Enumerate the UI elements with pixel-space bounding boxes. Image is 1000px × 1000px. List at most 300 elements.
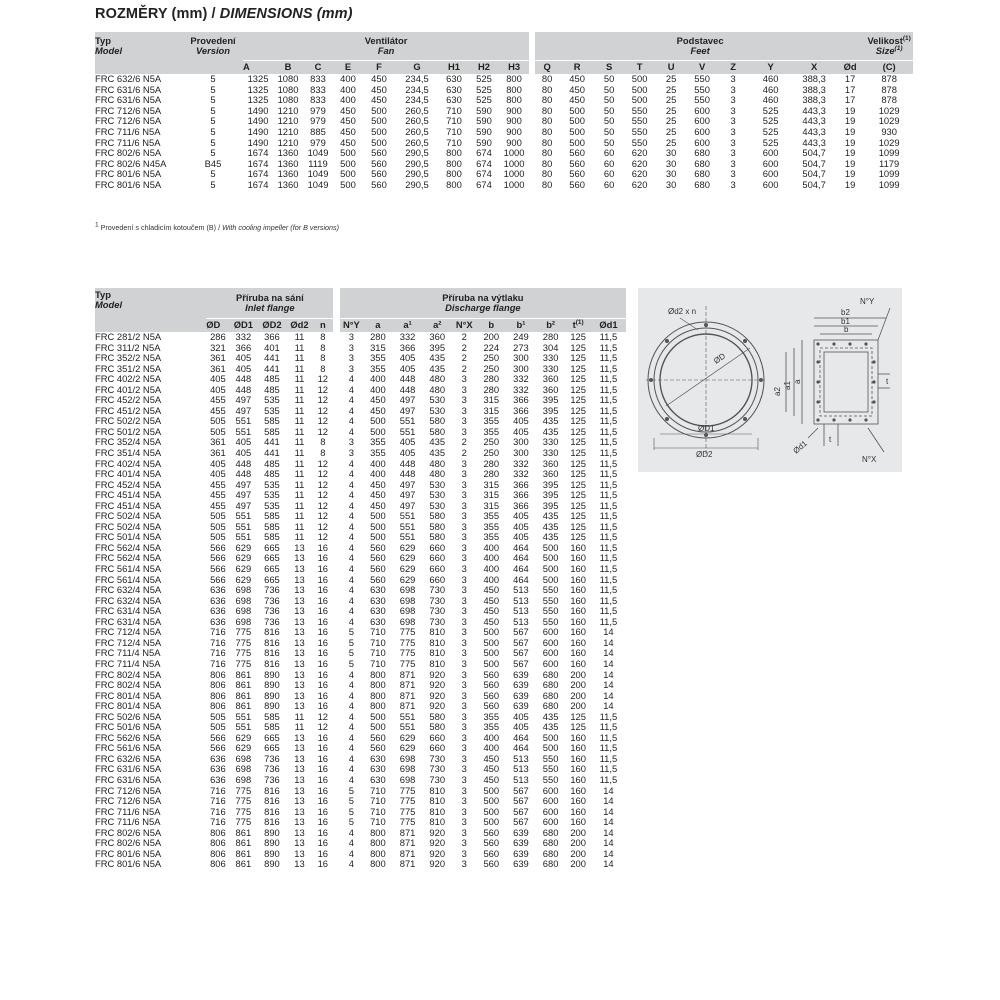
- value-cell: 4: [348, 564, 355, 575]
- value-cell: 304: [542, 342, 559, 353]
- value-cell: 200: [570, 690, 586, 701]
- table-row: [95, 374, 626, 385]
- value-cell: 560: [370, 542, 386, 553]
- value-cell: 125: [570, 479, 586, 490]
- value-cell: 14: [603, 690, 614, 701]
- value-cell: 3: [461, 616, 467, 627]
- value-cell: 861: [235, 701, 252, 712]
- value-cell: 332: [513, 458, 529, 469]
- value-cell: 566: [210, 743, 226, 754]
- flange-diagram: [638, 288, 902, 472]
- value-cell: 567: [513, 796, 529, 807]
- value-cell: 629: [399, 553, 416, 564]
- value-cell: 332: [399, 332, 416, 342]
- value-cell: 25: [665, 137, 677, 148]
- value-cell: 2: [461, 437, 467, 448]
- value-cell: 3: [730, 137, 736, 148]
- table-row: [95, 448, 626, 459]
- value-cell: 660: [429, 553, 446, 564]
- value-cell: 300: [513, 353, 529, 364]
- value-cell: 4: [348, 405, 355, 416]
- value-cell: 315: [483, 490, 500, 501]
- value-cell: 16: [317, 817, 329, 828]
- value-cell: 497: [399, 479, 416, 490]
- value-cell: 361: [210, 448, 226, 459]
- value-cell: 800: [446, 179, 462, 190]
- value-cell: 629: [235, 564, 252, 575]
- value-cell: 551: [399, 416, 416, 427]
- model-cell: FRC 712/6 N5A: [95, 785, 162, 796]
- value-cell: 3: [461, 384, 467, 395]
- value-cell: 550: [631, 137, 648, 148]
- value-cell: 14: [603, 817, 614, 828]
- value-cell: 710: [370, 785, 386, 796]
- table-row: [95, 543, 626, 554]
- label-b: b: [844, 325, 849, 334]
- value-cell: 125: [570, 405, 586, 416]
- value-cell: 14: [603, 827, 614, 838]
- value-cell: 12: [317, 722, 329, 733]
- value-cell: 3: [461, 722, 467, 733]
- value-cell: 12: [317, 395, 329, 406]
- value-cell: 450: [483, 616, 500, 627]
- value-cell: 13: [294, 637, 305, 648]
- value-cell: 535: [264, 405, 280, 416]
- table-row: [95, 564, 626, 575]
- value-cell: 497: [235, 500, 252, 511]
- value-cell: 3: [461, 838, 467, 849]
- value-cell: 160: [570, 785, 586, 796]
- model-cell: FRC 311/2 N5A: [95, 342, 161, 353]
- value-cell: 500: [370, 532, 386, 543]
- table-row: [95, 733, 626, 744]
- value-cell: 775: [235, 785, 252, 796]
- value-cell: 250: [483, 437, 500, 448]
- value-cell: 525: [762, 137, 779, 148]
- model-cell: FRC 711/4 N5A: [95, 658, 161, 669]
- value-cell: 716: [210, 806, 226, 817]
- value-cell: 16: [317, 827, 329, 838]
- value-cell: 125: [570, 469, 586, 480]
- value-cell: 355: [483, 521, 500, 532]
- value-cell: 395: [542, 479, 559, 490]
- model-cell: FRC 401/4 N5A: [95, 469, 162, 480]
- model-cell: FRC 352/2 N5A: [95, 353, 162, 364]
- value-cell: 674: [476, 158, 492, 169]
- value-cell: 450: [483, 585, 500, 596]
- value-cell: 505: [210, 711, 226, 722]
- value-cell: 480: [429, 458, 446, 469]
- value-cell: 500: [483, 806, 500, 817]
- model-cell: FRC 712/4 N5A: [95, 637, 162, 648]
- value-cell: 3: [348, 332, 355, 342]
- value-cell: 3: [461, 405, 467, 416]
- value-cell: 560: [483, 848, 500, 859]
- value-cell: 60: [603, 179, 615, 190]
- value-cell: 550: [542, 595, 559, 606]
- value-cell: 125: [570, 532, 586, 543]
- value-cell: 500: [569, 137, 585, 148]
- value-cell: 11,5: [599, 732, 618, 743]
- value-cell: 629: [399, 743, 416, 754]
- value-cell: 1080: [277, 84, 299, 95]
- table-row: [95, 796, 626, 807]
- value-cell: 674: [476, 169, 492, 180]
- value-cell: 12: [317, 479, 329, 490]
- value-cell: 500: [483, 648, 500, 659]
- value-cell: 14: [603, 669, 614, 680]
- value-cell: 13: [294, 627, 305, 638]
- value-cell: 636: [210, 616, 226, 627]
- value-cell: 580: [429, 532, 446, 543]
- value-cell: 273: [513, 342, 529, 353]
- value-cell: 5: [348, 658, 355, 669]
- value-cell: 361: [210, 353, 226, 364]
- value-cell: 806: [210, 690, 226, 701]
- value-cell: 14: [603, 658, 614, 669]
- value-cell: 300: [513, 437, 529, 448]
- value-cell: 810: [429, 648, 446, 659]
- value-cell: 3: [461, 774, 467, 785]
- value-cell: 505: [210, 521, 226, 532]
- value-cell: 332: [513, 469, 529, 480]
- value-cell: 525: [762, 126, 779, 137]
- value-cell: 890: [264, 848, 280, 859]
- value-cell: 16: [317, 859, 329, 870]
- value-cell: 3: [461, 511, 467, 522]
- table-row: [95, 680, 626, 691]
- value-cell: 4: [348, 595, 355, 606]
- value-cell: 4: [348, 711, 355, 722]
- value-cell: 464: [513, 743, 529, 754]
- value-cell: 12: [317, 416, 329, 427]
- value-cell: 630: [370, 595, 386, 606]
- value-cell: 800: [370, 838, 386, 849]
- value-cell: 450: [340, 137, 356, 148]
- value-cell: 400: [483, 542, 500, 553]
- value-cell: 200: [570, 669, 586, 680]
- value-cell: 455: [210, 395, 226, 406]
- value-cell: 400: [340, 84, 356, 95]
- value-cell: 816: [264, 817, 280, 828]
- value-cell: 16: [317, 669, 329, 680]
- col-header: U: [656, 61, 686, 75]
- table-row: [95, 180, 913, 191]
- value-cell: 500: [483, 796, 500, 807]
- value-cell: 567: [513, 658, 529, 669]
- col-header: F: [363, 61, 395, 75]
- value-cell: 8: [320, 353, 326, 364]
- value-cell: 50: [603, 74, 615, 84]
- value-cell: 920: [429, 827, 446, 838]
- value-cell: 11,5: [599, 711, 618, 722]
- value-cell: 551: [235, 426, 252, 437]
- label-b1: b1: [841, 317, 850, 326]
- col-header: b²: [536, 319, 566, 333]
- value-cell: 11: [294, 532, 305, 543]
- value-cell: 600: [694, 116, 710, 127]
- value-cell: 290,5: [405, 148, 429, 159]
- value-cell: 200: [483, 332, 500, 342]
- value-cell: 3: [461, 680, 467, 691]
- value-cell: 806: [210, 848, 226, 859]
- value-cell: 800: [370, 680, 386, 691]
- value-cell: 11,5: [599, 416, 618, 427]
- col-header: C: [303, 61, 333, 75]
- value-cell: 13: [294, 848, 305, 859]
- value-cell: 710: [370, 658, 386, 669]
- value-cell: 19: [844, 126, 856, 137]
- model-cell: FRC 711/4 N5A: [95, 648, 161, 659]
- value-cell: 16: [317, 848, 329, 859]
- value-cell: 11,5: [599, 384, 618, 395]
- value-cell: 920: [429, 669, 446, 680]
- value-cell: 513: [513, 595, 529, 606]
- value-cell: 736: [264, 595, 280, 606]
- table-row: [95, 764, 626, 775]
- value-cell: 800: [370, 848, 386, 859]
- value-cell: 497: [235, 479, 252, 490]
- value-cell: 125: [570, 490, 586, 501]
- value-cell: 4: [348, 374, 355, 385]
- value-cell: 878: [881, 74, 897, 84]
- value-cell: 3: [348, 353, 355, 364]
- value-cell: 11,5: [599, 395, 618, 406]
- table-row: [95, 828, 626, 839]
- value-cell: 1029: [878, 137, 900, 148]
- value-cell: 3: [461, 490, 467, 501]
- value-cell: 560: [370, 743, 386, 754]
- value-cell: 1029: [878, 116, 900, 127]
- value-cell: 400: [340, 95, 356, 106]
- value-cell: 12: [317, 405, 329, 416]
- value-cell: 19: [844, 148, 856, 159]
- value-cell: 698: [399, 753, 416, 764]
- value-cell: 450: [370, 405, 386, 416]
- value-cell: 567: [513, 637, 529, 648]
- value-cell: 395: [429, 342, 446, 353]
- value-cell: 1325: [247, 84, 269, 95]
- value-cell: 3: [461, 585, 467, 596]
- value-cell: 639: [513, 827, 529, 838]
- value-cell: 585: [264, 416, 280, 427]
- value-cell: 4: [348, 574, 355, 585]
- label-nx: N°X: [862, 455, 877, 464]
- value-cell: 630: [370, 774, 386, 785]
- value-cell: 560: [371, 158, 387, 169]
- value-cell: 800: [370, 859, 386, 870]
- value-cell: 4: [348, 585, 355, 596]
- value-cell: 551: [235, 711, 252, 722]
- value-cell: 13: [294, 753, 305, 764]
- value-cell: 11,5: [599, 426, 618, 437]
- table-row: [95, 522, 626, 533]
- col-header: S: [595, 61, 623, 75]
- value-cell: 355: [483, 426, 500, 437]
- value-cell: 80: [541, 148, 553, 159]
- value-cell: 600: [542, 785, 559, 796]
- value-cell: 4: [348, 416, 355, 427]
- value-cell: 1179: [879, 158, 900, 169]
- value-cell: 435: [542, 722, 559, 733]
- value-cell: 14: [603, 680, 614, 691]
- value-cell: 405: [513, 416, 529, 427]
- value-cell: 250: [483, 353, 500, 364]
- value-cell: 5: [210, 148, 216, 159]
- table-row: [95, 511, 626, 522]
- value-cell: 25: [665, 126, 677, 137]
- value-cell: 435: [429, 353, 446, 364]
- value-cell: 639: [513, 669, 529, 680]
- value-cell: 3: [461, 796, 467, 807]
- model-cell: FRC 502/4 N5A: [95, 521, 162, 532]
- value-cell: 448: [235, 469, 252, 480]
- table-row: [95, 838, 626, 849]
- value-cell: 405: [210, 469, 226, 480]
- value-cell: 500: [569, 105, 585, 116]
- col-header: X: [793, 61, 835, 75]
- col-header: V: [686, 61, 718, 75]
- table-row: [95, 427, 626, 438]
- value-cell: 930: [881, 126, 897, 137]
- value-cell: 525: [476, 95, 492, 106]
- table-row: [95, 332, 626, 343]
- value-cell: 30: [665, 179, 677, 190]
- value-cell: 551: [235, 511, 252, 522]
- table-row: [95, 437, 626, 448]
- value-cell: 629: [399, 732, 416, 743]
- value-cell: 60: [603, 169, 615, 180]
- value-cell: 11,5: [599, 448, 618, 459]
- value-cell: 920: [429, 701, 446, 712]
- value-cell: 550: [694, 74, 710, 84]
- value-cell: 1099: [878, 169, 900, 180]
- value-cell: 3: [461, 732, 467, 743]
- value-cell: 11: [294, 490, 305, 501]
- value-cell: 698: [399, 764, 416, 775]
- value-cell: 405: [235, 448, 252, 459]
- value-cell: 861: [235, 669, 252, 680]
- value-cell: 125: [570, 448, 586, 459]
- value-cell: 3: [730, 148, 736, 159]
- value-cell: 12: [317, 711, 329, 722]
- table-row: [95, 722, 626, 733]
- value-cell: 775: [399, 796, 416, 807]
- value-cell: 551: [399, 521, 416, 532]
- model-cell: FRC 712/4 N5A: [95, 627, 162, 638]
- value-cell: 360: [542, 374, 559, 385]
- col-header: T: [623, 61, 656, 75]
- col-header: Ød1: [591, 319, 626, 333]
- value-cell: 366: [513, 395, 529, 406]
- col-velikost: Velikost$^{(1)}$: [867, 34, 911, 46]
- value-cell: 4: [348, 479, 355, 490]
- table-row: [95, 775, 626, 786]
- value-cell: 16: [317, 553, 329, 564]
- value-cell: 355: [370, 448, 386, 459]
- value-cell: 401: [264, 342, 280, 353]
- value-cell: 4: [348, 690, 355, 701]
- value-cell: 11: [294, 416, 305, 427]
- value-cell: 12: [317, 521, 329, 532]
- value-cell: 566: [210, 574, 226, 585]
- value-cell: 500: [483, 785, 500, 796]
- model-cell: FRC 802/6 N5A: [95, 827, 162, 838]
- value-cell: 366: [399, 342, 416, 353]
- value-cell: 900: [506, 126, 522, 137]
- value-cell: 500: [340, 158, 356, 169]
- value-cell: 366: [513, 479, 529, 490]
- value-cell: 716: [210, 648, 226, 659]
- value-cell: 800: [506, 95, 522, 106]
- value-cell: 500: [370, 426, 386, 437]
- value-cell: 280: [483, 374, 500, 385]
- value-cell: 775: [235, 817, 252, 828]
- value-cell: 629: [399, 564, 416, 575]
- value-cell: 125: [570, 711, 586, 722]
- value-cell: 698: [235, 764, 252, 775]
- value-cell: 280: [483, 469, 500, 480]
- value-cell: 160: [570, 637, 586, 648]
- value-cell: 30: [665, 169, 677, 180]
- value-cell: 249: [513, 332, 529, 342]
- value-cell: 405: [210, 374, 226, 385]
- table-row: [95, 596, 626, 607]
- value-cell: 890: [264, 701, 280, 712]
- value-cell: 160: [570, 732, 586, 743]
- value-cell: 674: [476, 179, 492, 190]
- value-cell: 1029: [878, 105, 900, 116]
- value-cell: 736: [264, 606, 280, 617]
- value-cell: 500: [370, 722, 386, 733]
- value-cell: 680: [542, 838, 559, 849]
- group-inlet-en: Inlet flange: [245, 302, 295, 313]
- value-cell: 435: [542, 711, 559, 722]
- value-cell: 1674: [247, 169, 269, 180]
- value-cell: 878: [881, 95, 897, 106]
- value-cell: 3: [348, 342, 355, 353]
- value-cell: 600: [542, 648, 559, 659]
- value-cell: 1049: [307, 148, 329, 159]
- value-cell: 1000: [503, 169, 525, 180]
- col-header: H2: [469, 61, 499, 75]
- table-row: [95, 807, 626, 818]
- value-cell: 833: [310, 84, 326, 95]
- value-cell: 630: [370, 585, 386, 596]
- label-d2xn: Ød2 x n: [668, 307, 697, 316]
- value-cell: 5: [348, 817, 355, 828]
- value-cell: 500: [340, 169, 356, 180]
- value-cell: 234,5: [405, 84, 429, 95]
- value-cell: 11: [294, 342, 305, 353]
- value-cell: 4: [348, 553, 355, 564]
- label-b2: b2: [841, 308, 850, 317]
- value-cell: 460: [762, 84, 779, 95]
- value-cell: 3: [730, 158, 736, 169]
- table-row: [95, 743, 626, 754]
- value-cell: 500: [631, 95, 648, 106]
- model-cell: FRC 562/4 N5A: [95, 542, 162, 553]
- value-cell: 17: [844, 74, 856, 84]
- col-header: b: [476, 319, 506, 333]
- value-cell: 280: [483, 384, 500, 395]
- model-cell: FRC 451/2 N5A: [95, 405, 162, 416]
- value-cell: 698: [399, 616, 416, 627]
- dimensions-table: [95, 32, 913, 191]
- value-cell: 629: [399, 542, 416, 553]
- value-cell: 11,5: [599, 585, 618, 596]
- value-cell: 25: [665, 84, 677, 95]
